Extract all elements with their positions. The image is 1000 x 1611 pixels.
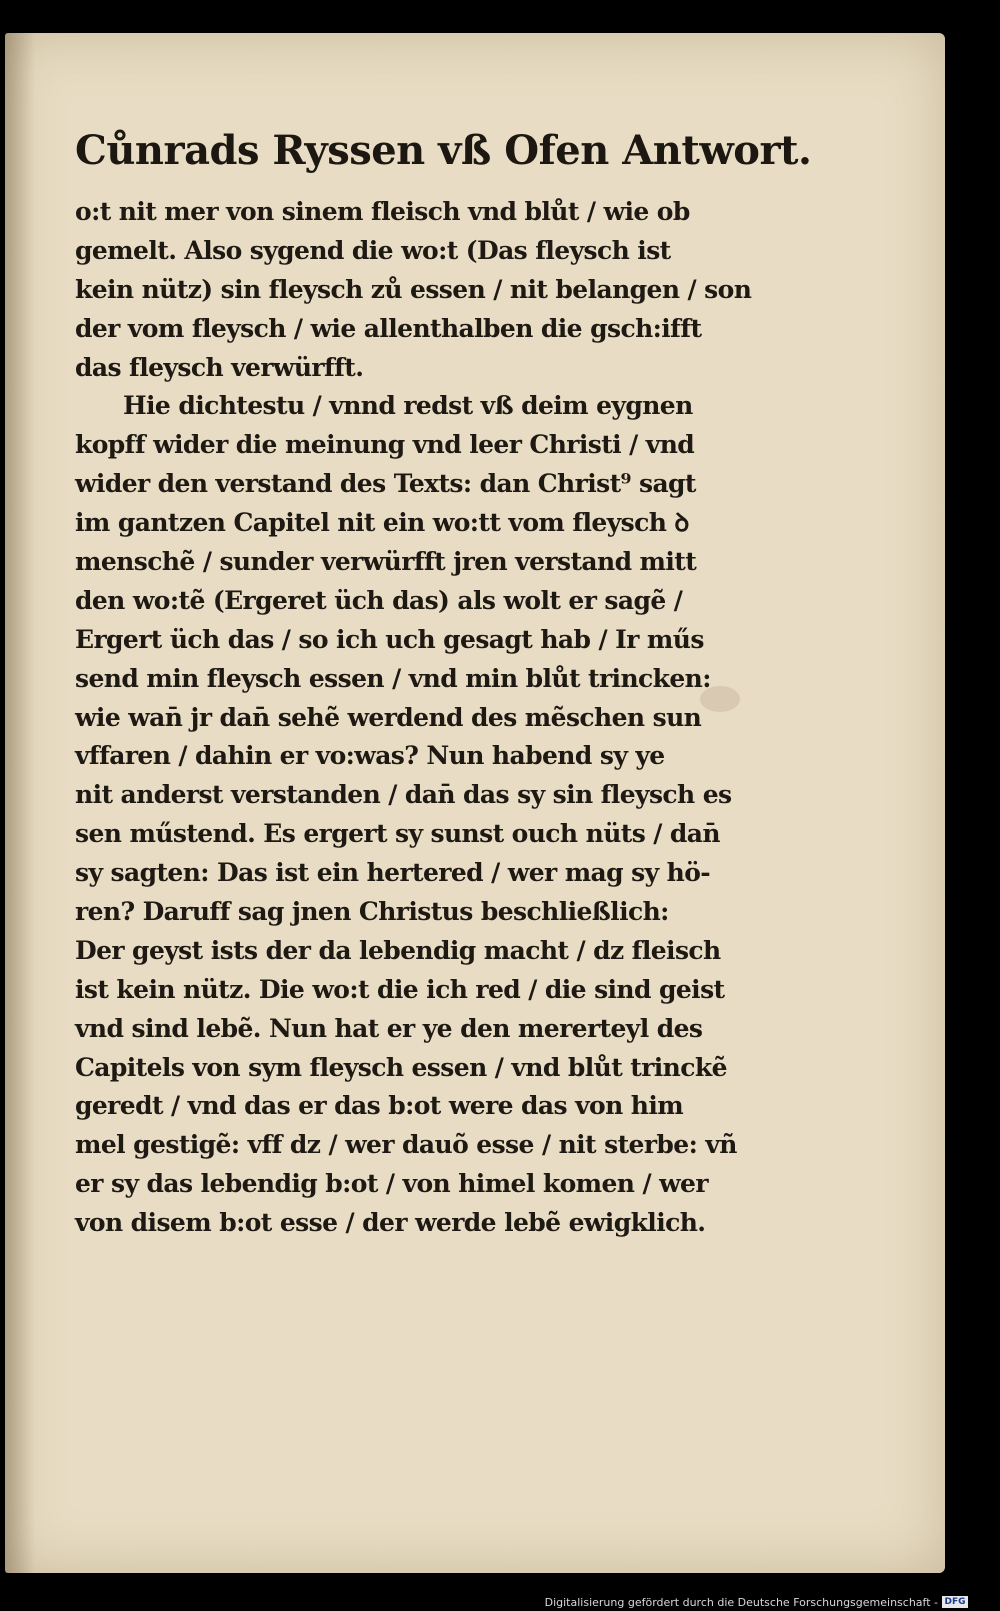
text-line: gemelt. Also sygend die wo:t (Das fleysch ist xyxy=(75,235,671,265)
text-line: nit anderst verstanden / dan̄ das sy sin fleysch es xyxy=(75,780,732,810)
text-line: o:t nit mer von sinem fleisch vnd blůt / wie ob xyxy=(75,197,690,226)
text-line: das fleysch verwürfft. xyxy=(75,352,364,382)
text-line: ren? Daruff sag jnen Christus beschließlich: xyxy=(75,897,669,927)
text-line: Capitels von sym fleysch essen / vnd blůt trinckẽ xyxy=(75,1052,727,1082)
text-line: wider den verstand des Texts: dan Christ⁹ sagt xyxy=(75,469,696,499)
text-line: sen műstend. Es ergert sy sunst ouch nüts / dan̄ xyxy=(75,819,720,849)
text-line: Hie dichtestu / vnnd redst vß deim eygnen xyxy=(123,391,693,421)
text-line: send min fleysch essen / vnd min blůt trincken: xyxy=(75,663,711,693)
dfg-logo: DFG xyxy=(942,1596,968,1608)
footer-credit: Digitalisierung gefördert durch die Deutsche Forschungsgemeinschaft - xyxy=(544,1595,938,1609)
body-text xyxy=(75,193,775,1243)
text-line: Der geyst ists der da lebendig macht / dz fleisch xyxy=(75,935,721,965)
text-line: der vom fleysch / wie allenthalben die gsch:ifft xyxy=(75,313,702,343)
text-line: kein nütz) sin fleysch zů essen / nit belangen / son xyxy=(75,274,752,304)
page-heading: Cůnrads Ryssen vß Ofen Antwort. xyxy=(75,127,812,174)
book-page xyxy=(5,33,945,1573)
text-line: kopff wider die meinung vnd leer Christi / vnd xyxy=(75,430,695,460)
text-line: im gantzen Capitel nit ein wo:tt vom fleysch ꝺ xyxy=(75,508,689,538)
text-line: sy sagten: Das ist ein hertered / wer mag sy hö- xyxy=(75,858,711,888)
text-line: vffaren / dahin er vo:was? Nun habend sy ye xyxy=(75,741,665,771)
text-line: mel gestigẽ: vff dz / wer dauõ esse / nit sterbe: vñ xyxy=(75,1130,737,1160)
text-line: menschẽ / sunder verwürfft jren verstand mitt xyxy=(75,547,697,577)
text-line: er sy das lebendig b:ot / von himel komen / wer xyxy=(75,1169,708,1199)
text-line: von disem b:ot esse / der werde lebẽ ewigklich. xyxy=(75,1208,706,1238)
digitization-footer xyxy=(545,1594,968,1610)
text-line: Ergert üch das / so ich uch gesagt hab / Ir műs xyxy=(75,624,704,654)
text-line: den wo:tẽ (Ergeret üch das) als wolt er sagẽ / xyxy=(75,585,683,615)
text-line: wie wan̄ jr dan̄ sehẽ werdend des mẽschen sun xyxy=(75,702,702,732)
text-line: vnd sind lebẽ. Nun hat er ye den mererteyl des xyxy=(75,1013,703,1043)
text-line: geredt / vnd das er das b:ot were das von him xyxy=(75,1091,684,1121)
text-line: ist kein nütz. Die wo:t die ich red / die sind geist xyxy=(75,974,725,1004)
